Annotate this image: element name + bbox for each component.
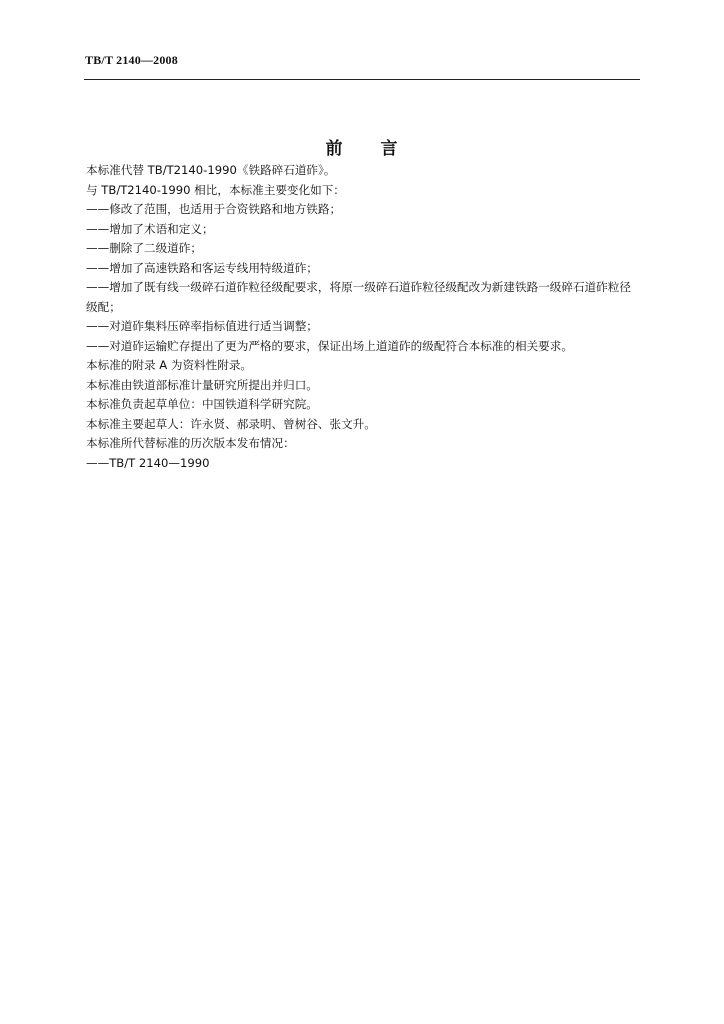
list-item: ——增加了既有线一级碎石道砟粒径级配要求，将原一级碎石道砟粒径级配改为新建铁路一级碎石道砟粒径级配； (86, 280, 631, 314)
list-item: ——对道砟运输贮存提出了更为严格的要求，保证出场上道道砟的级配符合本标准的相关要求。 (86, 338, 573, 353)
standard-code-header: TB/T 2140—2008 (85, 53, 178, 67)
list-item: ——增加了高速铁路和客运专线用特级道砟； (86, 260, 318, 275)
paragraph-line: 本标准的附录 A 为资料性附录。 (86, 358, 253, 372)
paragraph-line: 与 TB/T2140-1990 相比，本标准主要变化如下： (86, 182, 345, 197)
paragraph-line: 本标准负责起草单位：中国铁道科学研究院。 (86, 397, 318, 411)
list-item: ——删除了二级道砟； (86, 241, 202, 255)
header-divider (84, 79, 640, 80)
paragraph-line: 本标准主要起草人：许永贤、郝录明、曾树谷、张文升。 (86, 416, 376, 431)
paragraph-line: 本标准代替 TB/T2140-1990《铁路碎石道砟》。 (86, 163, 336, 177)
list-item: ——增加了术语和定义； (86, 221, 214, 236)
paragraph-line: 本标准由铁道部标准计量研究所提出并归口。 (86, 377, 318, 392)
section-title-foreword: 前 言 (325, 139, 399, 159)
paragraph-line: 本标准所代替标准的历次版本发布情况： (86, 436, 295, 450)
list-item: ——对道砟集料压碎率指标值进行适当调整； (86, 319, 318, 333)
list-item: ——修改了范围，也适用于合资铁路和地方铁路； (86, 202, 342, 216)
foreword-body (86, 161, 642, 473)
list-item: ——TB/T 2140—1990 (86, 455, 210, 470)
